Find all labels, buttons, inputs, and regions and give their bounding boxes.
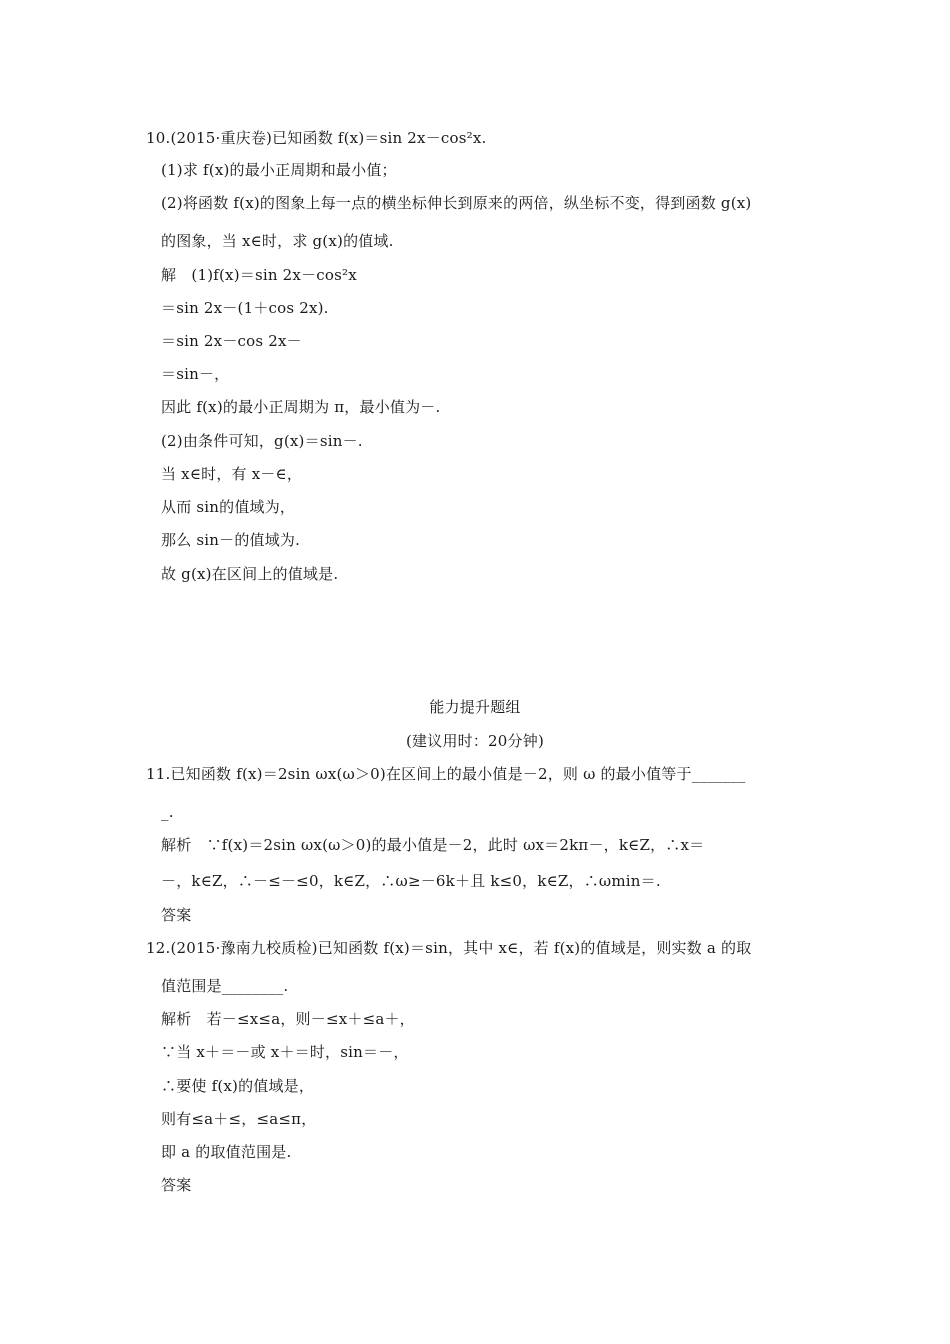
solution-10-line: 从而 sin的值域为， bbox=[161, 498, 296, 516]
answer-11-label: 答案 bbox=[161, 906, 192, 924]
solution-10-line: 那么 sin－的值域为. bbox=[161, 531, 301, 549]
solution-10-line: (2)由条件可知，g(x)＝sin－. bbox=[161, 432, 363, 450]
problem-10-part-1: (1)求 f(x)的最小正周期和最小值； bbox=[161, 161, 397, 179]
solution-12-line: ∵当 x＋＝－或 x＋＝时，sin＝－， bbox=[161, 1043, 409, 1061]
problem-12-statement: 12.(2015·豫南九校质检)已知函数 f(x)＝sin，其中 x∈，若 f(x)的值域是，则实数 a 的取 bbox=[146, 939, 752, 957]
problem-11-blank: _. bbox=[161, 803, 174, 821]
solution-11-line: －，k∈Z，∴－≤－≤0，k∈Z，∴ω≥－6k＋且 k≤0，k∈Z，∴ωmin＝. bbox=[161, 872, 661, 890]
solution-12-line: 则有≤a＋≤，≤a≤π， bbox=[161, 1110, 317, 1128]
answer-12-label: 答案 bbox=[161, 1176, 192, 1194]
solution-10-line: ＝sin 2x－(1＋cos 2x). bbox=[161, 299, 329, 317]
solution-12-line: 解析 若－≤x≤a，则－≤x＋≤a＋， bbox=[161, 1010, 415, 1028]
section-subtitle: (建议用时：20分钟) bbox=[406, 732, 544, 750]
solution-10-line: ＝sin 2x－cos 2x－ bbox=[161, 332, 302, 350]
solution-10-line: ＝sin－， bbox=[161, 365, 230, 383]
solution-10-line: 当 x∈时，有 x－∈， bbox=[161, 465, 303, 483]
solution-12-line: 即 a 的取值范围是. bbox=[161, 1143, 292, 1161]
problem-12-statement-cont: 值范围是________. bbox=[161, 977, 289, 995]
problem-11-statement: 11.已知函数 f(x)＝2sin ωx(ω＞0)在区间上的最小值是－2，则 ω 的最小值等于_______ bbox=[146, 765, 746, 783]
solution-11-line: 解析 ∵f(x)＝2sin ωx(ω＞0)的最小值是－2，此时 ωx＝2kπ－，k∈Z，∴x＝ bbox=[161, 836, 705, 854]
section-title: 能力提升题组 bbox=[429, 698, 521, 716]
problem-10-statement: 10.(2015·重庆卷)已知函数 f(x)＝sin 2x－cos²x. bbox=[146, 129, 487, 147]
solution-10-line: 故 g(x)在区间上的值域是. bbox=[161, 565, 339, 583]
problem-10-part-2: (2)将函数 f(x)的图象上每一点的横坐标伸长到原来的两倍，纵坐标不变，得到函数 g(x) bbox=[161, 194, 752, 212]
solution-10-line: 因此 f(x)的最小正周期为 π，最小值为－. bbox=[161, 398, 441, 416]
problem-10-part-2-cont: 的图象，当 x∈时，求 g(x)的值域. bbox=[161, 232, 394, 250]
solution-12-line: ∴要使 f(x)的值域是， bbox=[161, 1077, 315, 1095]
solution-10-line: 解 (1)f(x)＝sin 2x－cos²x bbox=[161, 266, 357, 284]
